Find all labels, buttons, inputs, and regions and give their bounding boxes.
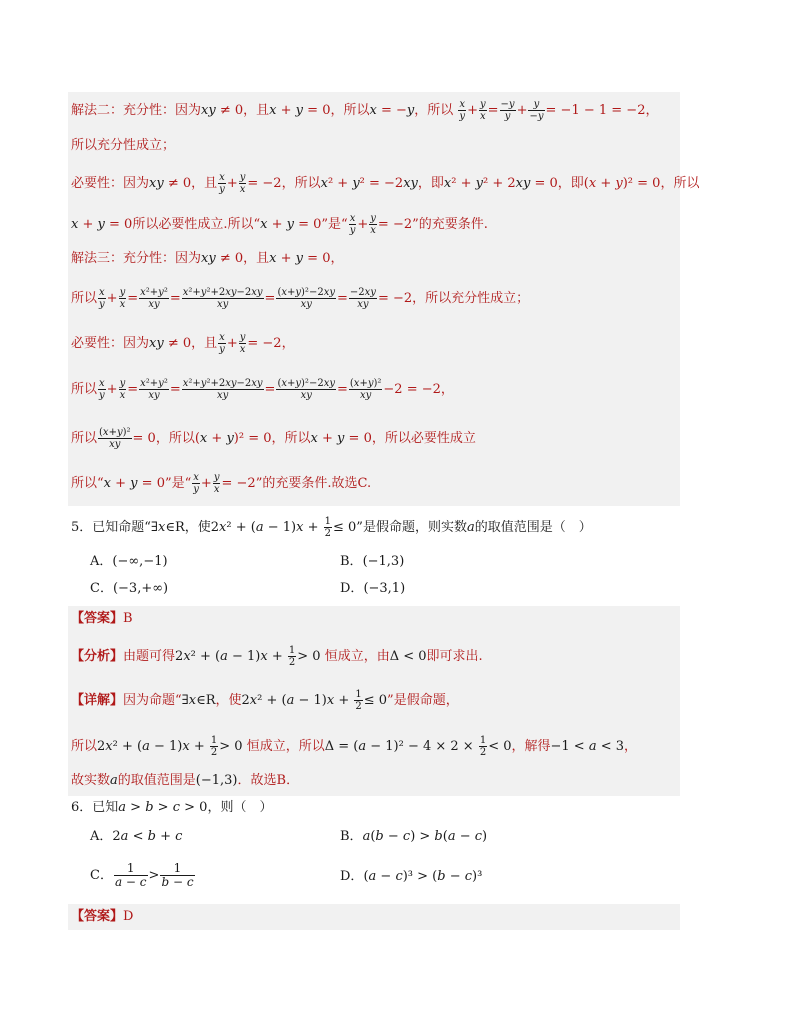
q6-answer-block [68, 904, 680, 930]
solution3-line3: 必要性：因为xy ≠ 0，且 $\frac{x}{y}$ + $\frac{y}{x}$ = −2， [71, 332, 295, 355]
solution2-line1: 解法二：充分性：因为xy ≠ 0，且x + y = 0，所以x = −y，所以 $\frac{x}{y}$ + $\frac{y}{x}$ = $\frac{-y}{y}$ + $\frac{y}{-y}$ = −1 − 1 = −2， [71, 99, 659, 122]
solution2-line3: 必要性：因为xy ≠ 0，且 $\frac{x}{y}$ + $\frac{y}{x}$ = −2，所以x² + y² = −2xy，即x² + y² + 2xy = 0，即(x + y)² = 0，所以 [71, 172, 700, 195]
q5-analysis: 【分析】由题可得2x² + (a − 1)x + $\frac{1}{2}$ > 0 恒成立，由Δ < 0即可求出. [71, 645, 483, 668]
solution3-line4: 所以 $\frac{x}{y}$ + $\frac{y}{x}$ = $\frac{\text{x²+y²}}{xy}$ = $\frac{\text{x²+y²+2xy−2xy}}{xy}$ = $\frac{\text{(x+y)²−2xy}}{xy}$ = $\frac{\text{(x+y)²}}{xy}$ −2 = −2， [71, 378, 454, 401]
solution3-line1: 解法三：充分性：因为xy ≠ 0，且x + y = 0， [71, 251, 344, 266]
solution3-line2: 所以 $\frac{x}{y}$ + $\frac{y}{x}$ = $\frac{\text{x²+y²}}{xy}$ = $\frac{\text{x²+y²+2xy−2xy}}{xy}$ = $\frac{\text{(x+y)²−2xy}}{xy}$ = $\frac{-2xy}{xy}$ = −2，所以充分性成立； [71, 287, 530, 310]
solution3-line6: 所以“x + y = 0”是“ $\frac{x}{y}$ + $\frac{y}{x}$ = −2”的充要条件.故选C. [71, 472, 372, 495]
solution2-line2: 所以充分性成立； [71, 138, 176, 153]
solution3-line5: 所以 $\frac{\text{(x+y)²}}{xy}$ = 0，所以(x + y)² = 0，所以x + y = 0，所以必要性成立 [71, 427, 476, 450]
solution2-line4: x + y = 0所以必要性成立.所以“x + y = 0”是“ $\frac{x}{y}$ + $\frac{y}{x}$ = −2”的充要条件. [71, 213, 488, 236]
q5-detail-line1: 【详解】因为命题“∃x∈R，使2x² + (a − 1)x + $\frac{1}{2}$ ≤ 0”是假命题， [71, 689, 459, 712]
q5-detail-line2: 所以2x² + (a − 1)x + $\frac{1}{2}$ > 0 恒成立，所以Δ = (a − 1)² − 4 × 2 × $\frac{1}{2}$ < 0，解得−1 < a < 3， [71, 735, 638, 758]
q5-option-c[interactable]: C．(−3,+∞) [90, 581, 169, 596]
q5-option-b[interactable]: B．(−1,3) [340, 554, 405, 569]
question-5-stem: 5．已知命题“∃x∈R，使2x² + (a − 1)x + $\frac{1}{2}$ ≤ 0”是假命题，则实数a的取值范围是（ ） [71, 516, 592, 539]
q5-option-a[interactable]: A．(−∞,−1) [90, 554, 168, 569]
q5-option-d[interactable]: D．(−3,1) [340, 581, 406, 596]
q6-answer: 【答案】D [71, 909, 134, 924]
q5-answer: 【答案】B [71, 611, 133, 626]
q5-detail-line3: 故实数a的取值范围是(−1,3)．故选B． [71, 773, 300, 788]
q6-option-d[interactable]: D．(a − c)³ > (b − c)³ [340, 869, 483, 884]
question-6-stem: 6．已知a > b > c > 0，则（ ） [71, 800, 273, 815]
q6-option-a[interactable]: A．2a < b + c [90, 829, 183, 844]
q6-option-b[interactable]: B．a(b − c) > b(a − c) [340, 829, 488, 844]
q6-option-c[interactable]: C． $\frac{1}{a - c}$ > $\frac{1}{b - c}$ [90, 861, 194, 889]
